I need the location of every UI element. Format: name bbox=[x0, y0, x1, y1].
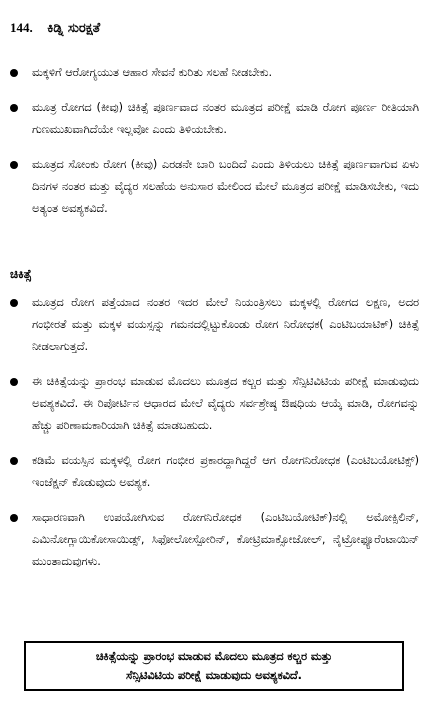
list-item-text: ಸಾಧಾರಣವಾಗಿ ಉಪಯೋಗಿಸುವ ರೋಗನಿರೋಧಕ (ಎಂಟಿಬಯೋಟಿಕ್)ನಲ್ಲಿ ಅಮೋಕ್ಸಿಲಿನ್, ಎಮಿನೋಗ್ಲಾಯಿಕೋಸಾಯಿಡ್ಸ್, ಸಿಫೋಲೋಸ್ಪೋರಿನ್, ಕೋಟ್ರಿಮಾಕ್ಸೋಜೋಲ್, ನೈಟ್ರೋಫ್ಯೂರೆಂಟಾಯಿನ್ ಮುಂತಾದುವುಗಳು. bbox=[32, 511, 419, 568]
section-heading bbox=[10, 20, 100, 36]
bullet-icon bbox=[10, 161, 18, 169]
callout-box bbox=[24, 641, 404, 691]
callout-line: ಸೆನ್ಸಿಟಿವಿಟಿಯ ಪರೀಕ್ಷೆ ಮಾಡುವುದು ಅವಶ್ಯಕವಿದೆ. bbox=[126, 669, 302, 682]
list-item bbox=[0, 97, 427, 141]
list-item-text: ಮೂತ್ರ ರೋಗದ (ಕೀವು) ಚಿಕಿತ್ಸೆ ಪೂರ್ಣವಾದ ನಂತರ ಮೂತ್ರದ ಪರೀಕ್ಷೆ ಮಾಡಿ ರೋಗ ಪೂರ್ಣ ರೀತಿಯಾಗಿ ಗುಣಮುಖವಾಗಿದೆಯೇ ಇಲ್ಲವೋ ಎಂದು ತಿಳಿಯಬೇಕು. bbox=[32, 101, 419, 136]
list-item-text: ಕಡಿಮೆ ವಯಸ್ಸಿನ ಮಕ್ಕಳಲ್ಲಿ ರೋಗ ಗಂಭೀರ ಪ್ರಕಾರದ್ದಾಗಿದ್ದರೆ ಆಗ ರೋಗನಿರೋಧಕ (ಎಂಟಿಬಯೋಟಿಕ್ಸ್) ಇಂಜೆಕ್ಷನ್ ಕೊಡುವುದು ಅವಶ್ಯಕ. bbox=[32, 454, 419, 489]
advice-list bbox=[0, 62, 427, 233]
bullet-icon bbox=[10, 378, 18, 386]
list-item-text: ಮೂತ್ರದ ರೋಗ ಪತ್ತೆಯಾದ ನಂತರ ಇದರ ಮೇಲೆ ನಿಯಂತ್ರಿಸಲು ಮಕ್ಕಳಲ್ಲಿ ರೋಗದ ಲಕ್ಷಣ, ಅದರ ಗಂಭೀರತೆ ಮತ್ತು ಮಕ್ಕಳ ವಯಸ್ಸನ್ನು ಗಮನದಲ್ಲಿಟ್ಟುಕೊಂಡು ರೋಗ ನಿರೋಧಕ( ಎಂಟಿಬಯಾಟಿಕ್) ಚಿಕಿತ್ಸೆ ನೀಡಲಾಗುತ್ತದೆ. bbox=[32, 296, 419, 353]
list-item-text: ಈ ಚಿಕಿತ್ಸೆಯನ್ನು ಪ್ರಾರಂಭ ಮಾಡುವ ಮೊದಲು ಮೂತ್ರದ ಕಲ್ಚರ ಮತ್ತು ಸೆನ್ಸಿಟಿವಿಟಿಯ ಪರೀಕ್ಷೆ ಮಾಡುವುದು ಅವಶ್ಯಕವಿದೆ. ಈ ರಿಪೋರ್ಟಿನ ಆಧಾರದ ಮೇಲೆ ವೈದ್ಯರು ಸರ್ವಶ್ರೇಷ್ಠ ಔಷಧಿಯ ಆಯ್ಕೆ ಮಾಡಿ, ರೋಗವನ್ನು ಹೆಚ್ಚು ಪರಿಣಾಮಕಾರಿಯಾಗಿ ಚಿಕಿತ್ಸೆ ಮಾಡಬಹುದು. bbox=[32, 375, 419, 432]
bullet-icon bbox=[10, 299, 18, 307]
callout-line: ಚಿಕಿತ್ಸೆಯನ್ನು ಪ್ರಾರಂಭ ಮಾಡುವ ಮೊದಲು ಮೂತ್ರದ ಕಲ್ಚರ ಮತ್ತು bbox=[95, 650, 333, 663]
list-item bbox=[0, 154, 427, 220]
bullet-icon bbox=[10, 514, 18, 522]
list-item bbox=[0, 507, 427, 573]
list-item bbox=[0, 371, 427, 437]
list-item bbox=[0, 450, 427, 494]
list-item-text: ಮಕ್ಕಳಿಗೆ ಆರೋಗ್ಯಯುತ ಆಹಾರ ಸೇವನೆ ಕುರಿತು ಸಲಹೆ ನೀಡಬೇಕು. bbox=[32, 66, 273, 79]
treatment-list bbox=[0, 292, 427, 586]
list-item bbox=[0, 62, 427, 84]
section-title: ಕಿಡ್ನಿ ಸುರಕ್ಷತೆ bbox=[47, 21, 101, 36]
section-number: 144. bbox=[10, 20, 33, 35]
treatment-heading: ಚಿಕಿತ್ಸೆ bbox=[10, 267, 32, 281]
bullet-icon bbox=[10, 69, 18, 77]
bullet-icon bbox=[10, 104, 18, 112]
bullet-icon bbox=[10, 457, 18, 465]
list-item-text: ಮೂತ್ರದ ಸೋಂಕು ರೋಗ (ಕೀವು) ಎರಡನೇ ಬಾರಿ ಬಂದಿದೆ ಎಂದು ತಿಳಿಯಲು ಚಿಕಿತ್ಸೆ ಪೂರ್ಣವಾಗುವ ಏಳು ದಿನಗಳ ನಂತರ ಮತ್ತು ವೈದ್ಯರ ಸಲಹೆಯ ಅನುಸಾರ ಮೇಲಿಂದ ಮೇಲೆ ಮೂತ್ರದ ಪರೀಕ್ಷೆ ಮಾಡಿಸಬೇಕು, ಇದು ಅತ್ಯಂತ ಅವಶ್ಯಕವಿದೆ. bbox=[32, 158, 419, 215]
list-item bbox=[0, 292, 427, 358]
